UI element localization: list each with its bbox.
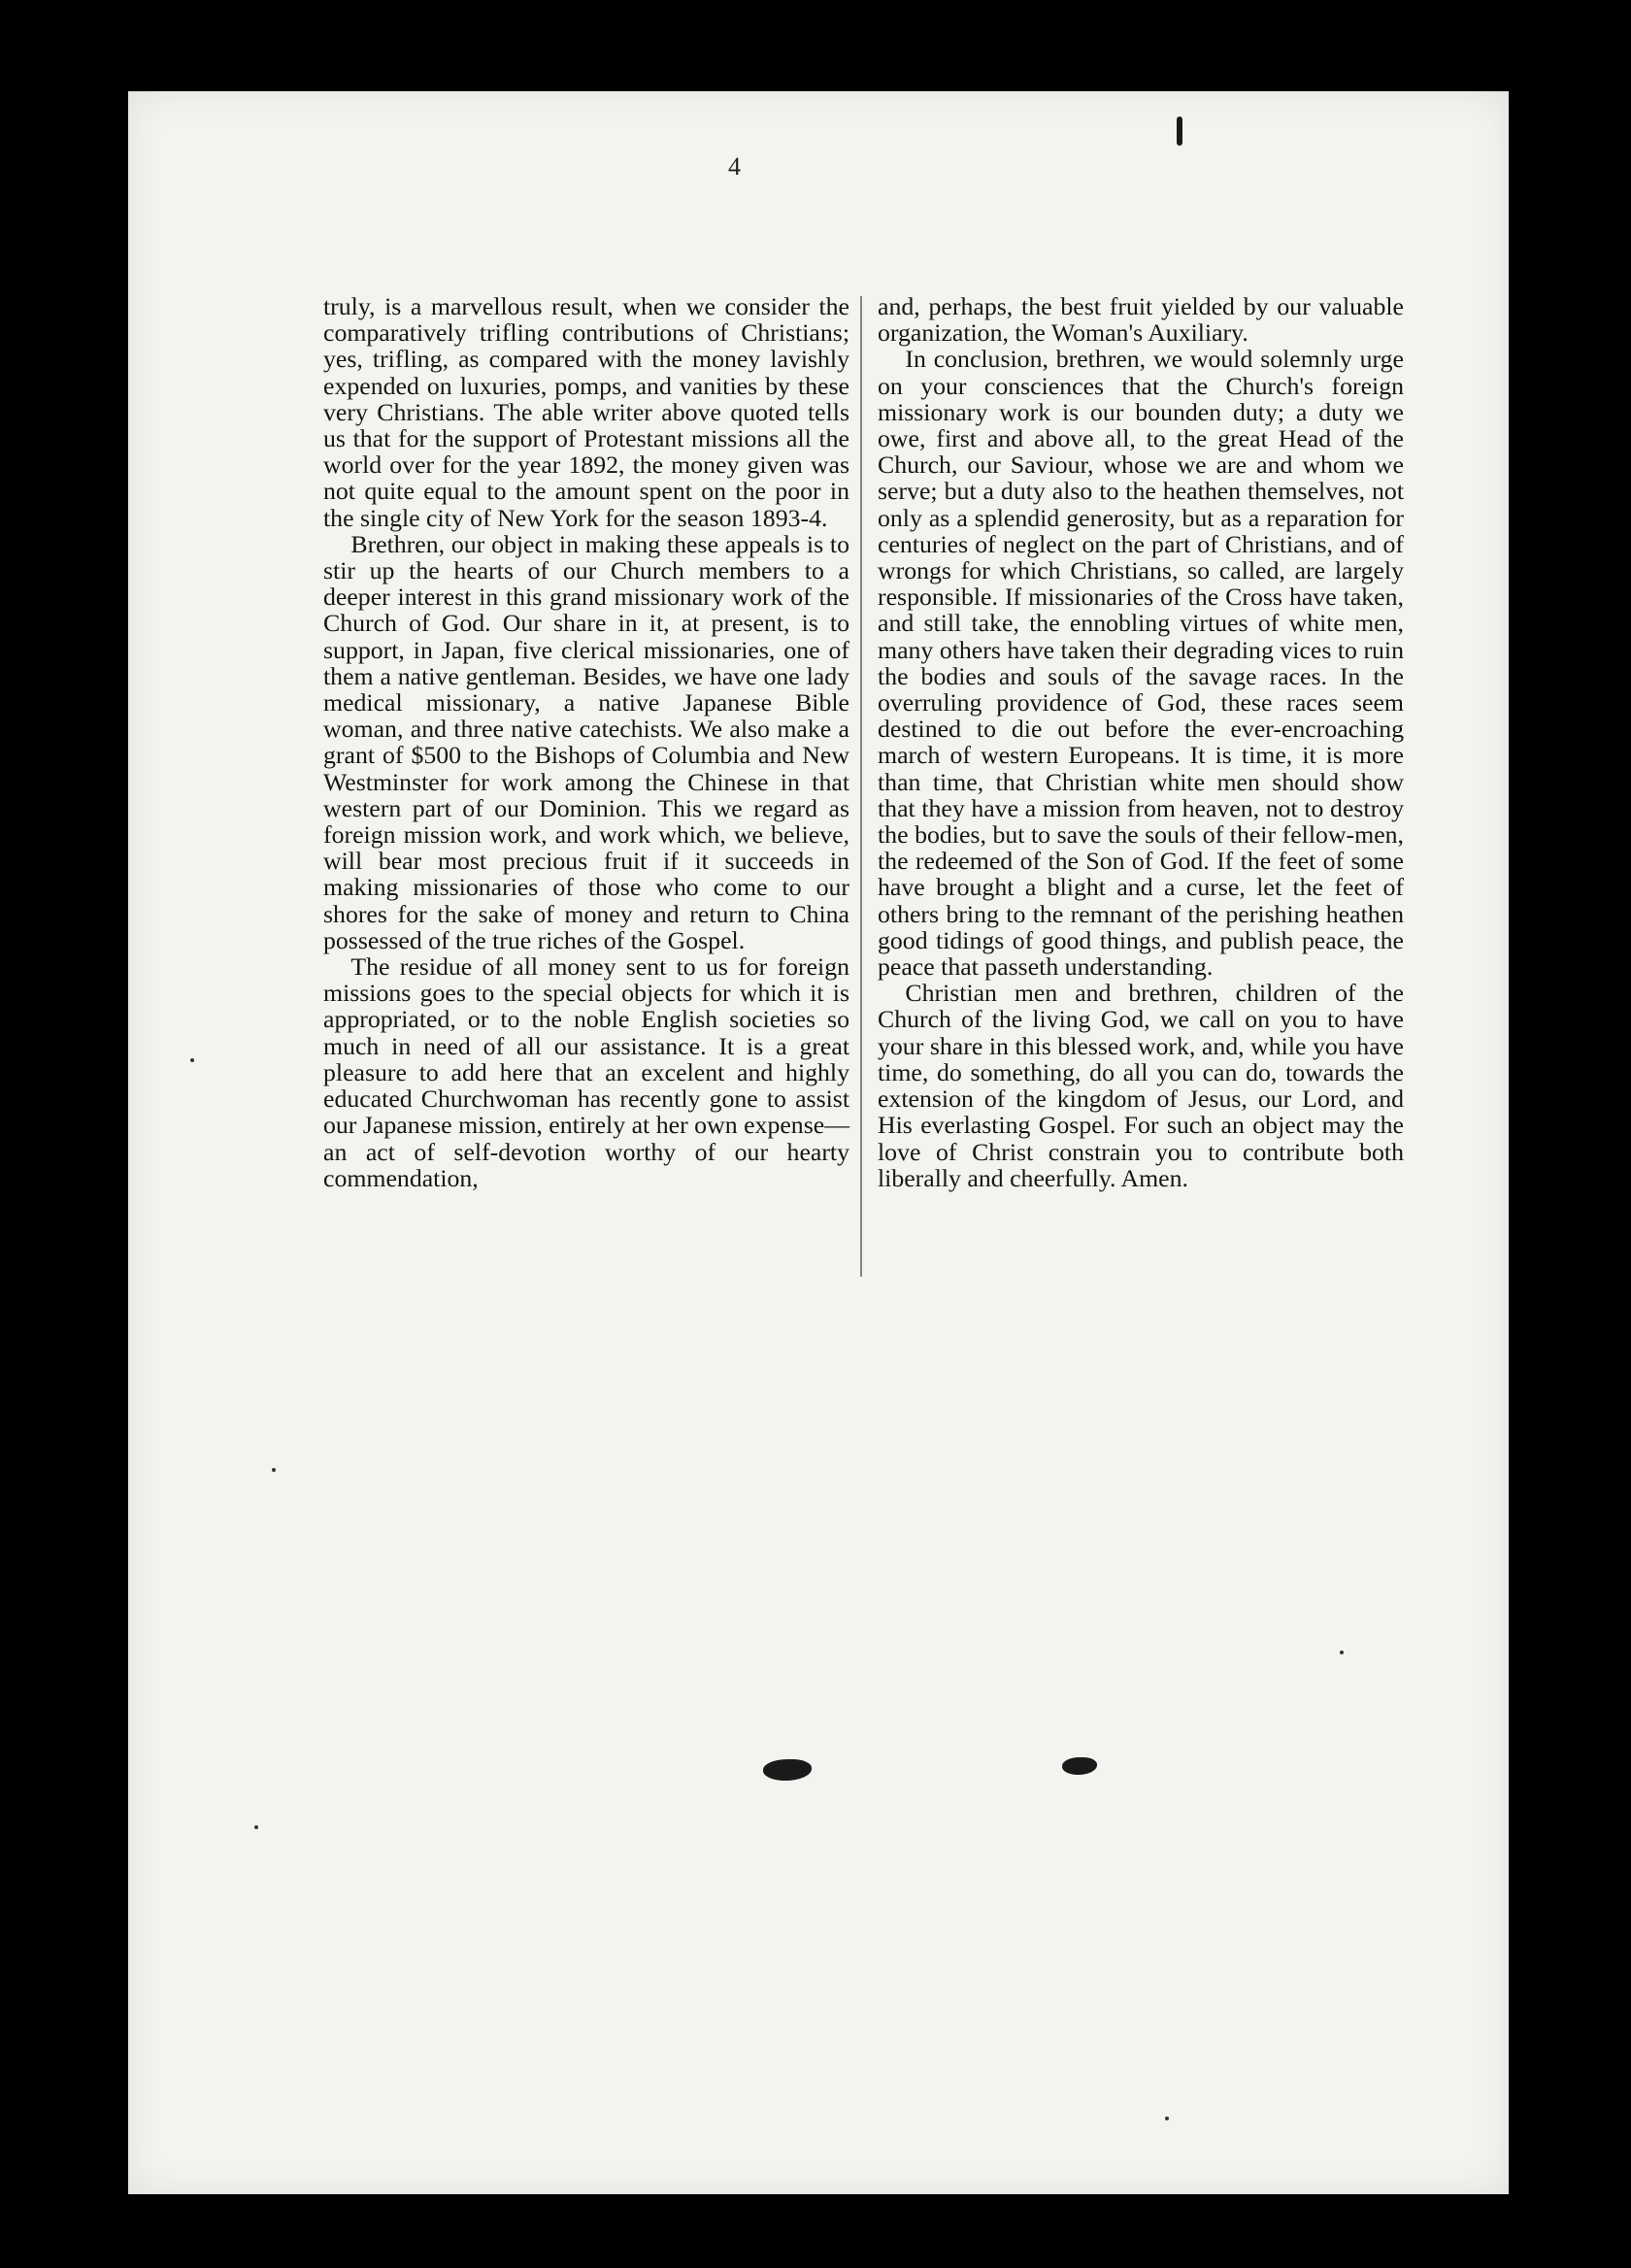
paragraph: and, perhaps, the best fruit yielded by our valuable organization, the Woman's Auxiliary. — [878, 292, 1404, 348]
ink-blot — [1177, 117, 1182, 146]
paragraph: Brethren, our object in making these appeals is to stir up the hearts of our Church members to a deeper interest in this grand missionary work of the Church of God. Our share in it, at present, is to support, in Japan, five clerical missionaries, one of them a native gentleman. Besides, we have one lady medical missionary, a native Japanese Bible woman, and three native catechists. We also make a grant of $500 to the Bishops of Columbia and New Westminster for work among the Chinese in that western part of our Dominion. This we regard as foreign mission work, and work which, we believe, will bear most precious fruit if it succeeds in making missionaries of those who come to our shores for the sake of money and return to China possessed of the true riches of the Gospel. — [323, 529, 849, 954]
paragraph: The residue of all money sent to us for foreign missions goes to the special objects for which it is appropriated, or to the noble English societies so much in need of all our assistance. It is a great pleasure to add here that an excelent and highly educated Churchwoman has recently gone to assist our Japanese mission, entirely at her own expense—an act of self-devotion worthy of our hearty commendation, — [323, 952, 849, 1192]
speck — [1340, 1651, 1344, 1654]
column-divider — [860, 296, 862, 1277]
paragraph: Christian men and brethren, children of the Church of the living God, we call on you to have your share in this blessed work, and, while you have time, do something, do all you can do, towards the extension of the kingdom of Jesus, our Lord, and His everlasting Gospel. For such an object may the love of Christ constrain you to contribute both liberally and cheerfully. Amen. — [878, 979, 1404, 1192]
speck — [254, 1825, 258, 1829]
speck — [1165, 2117, 1169, 2120]
paragraph: truly, is a marvellous result, when we consider the comparatively trifling contributions of Christians; yes, trifling, as compared with the money lavishly expended on luxuries, pomps, and vanities by these very Christians. The able writer above quoted tells us that for the support of Protestant missions all the world over for the year 1892, the money given was not quite equal to the amount spent on the poor in the single city of New York for the season 1893-4. — [323, 292, 849, 532]
page-number: 4 — [728, 152, 741, 181]
left-column — [323, 293, 849, 1191]
paragraph: In conclusion, brethren, we would solemnly urge on your consciences that the Church's foreign missionary work is our bounden duty; a duty we owe, first and above all, to the great Head of the Church, our Saviour, whose we are and whom we serve; but a duty also to the heathen themselves, not only as a splendid generosity, but as a reparation for centuries of neglect on the part of Christians, and of wrongs for which Christians, so called, are largely responsible. If missionaries of the Cross have taken, and still take, the ennobling virtues of white men, many others have taken their degrading vices to ruin the bodies and souls of the savage races. In the overruling providence of God, these races seem destined to die out before the ever-encroaching march of western Europeans. It is time, it is more than time, that Christian white men should show that they have a mission from heaven, not to destroy the bodies, but to save the souls of their fellow-men, the redeemed of the Son of God. If the feet of some have brought a blight and a curse, let the feet of others bring to the remnant of the perishing heathen good tidings of good things, and publish peace, the peace that passeth understanding. — [878, 345, 1404, 982]
speck — [190, 1058, 194, 1062]
right-column — [878, 293, 1404, 1191]
speck — [272, 1468, 276, 1472]
